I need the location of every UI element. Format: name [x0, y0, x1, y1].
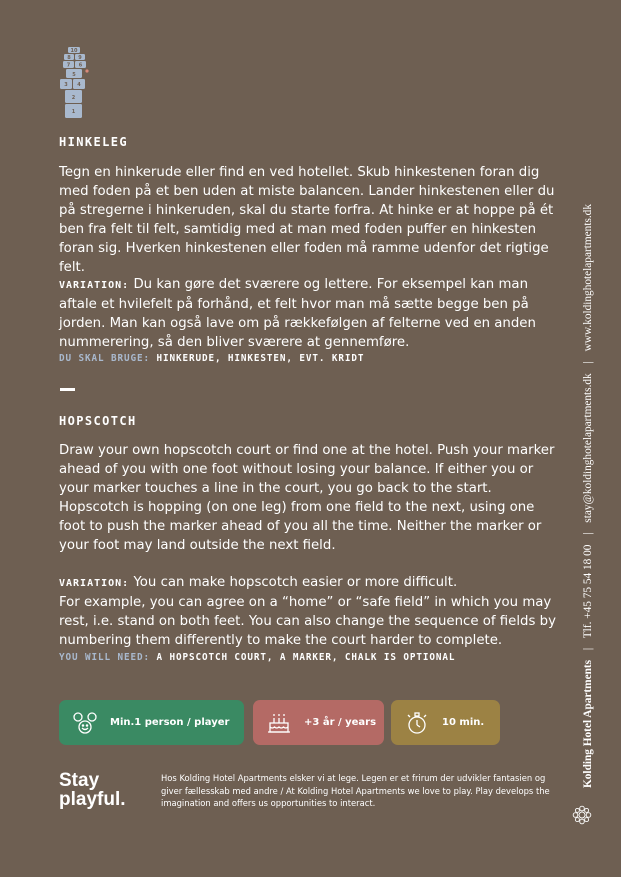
logo-cell: 6	[78, 62, 83, 69]
separator: |	[582, 361, 594, 364]
danish-variation	[59, 275, 559, 352]
english-variation-text: You can make hopscotch easier or more difficult.	[129, 575, 458, 590]
danish-title: HINKELEG	[59, 135, 128, 149]
english-need	[59, 652, 455, 663]
duration-pill	[391, 700, 500, 745]
decorative-ornament-icon	[571, 804, 593, 826]
contact-sidebar	[582, 204, 594, 788]
players-label: Min.1 person / player	[110, 717, 230, 728]
birthday-cake-icon	[266, 710, 292, 736]
danish-need	[59, 353, 364, 364]
website-link[interactable]: www.koldinghotelapartments.dk	[582, 204, 594, 352]
danish-body: Tegn en hinkerude eller find en ved hotellet. Skub hinkestenen foran dig med foden på et ben uden at miste balancen. Lander hinkestenen eller du på stregerne i hinkeruden, skal du starte forfra. At hinke er at hoppe på ét ben fra felt til felt, samtidig med at man med foden puffer en hinkesten foran sig. Hverken hinkestenen eller foden må ramme udenfor det rigtige felt.	[59, 165, 555, 276]
english-variation-text2: For example, you can agree on a “home” or “safe field” in which you may rest, i.e. stand on both feet. You can also change the sequence of fields by numbering them differently to make the court harder to complete.	[59, 595, 556, 649]
section-divider	[60, 388, 75, 391]
english-variation	[59, 573, 559, 650]
danish-variation-label: VARIATION:	[59, 280, 130, 291]
english-variation-label: VARIATION:	[59, 578, 130, 589]
logo-cell: 4	[77, 82, 81, 88]
hopscotch-grid-icon	[58, 46, 92, 120]
duration-label: 10 min.	[442, 717, 485, 728]
logo-cell: 7	[66, 62, 71, 69]
people-icon	[72, 710, 98, 736]
english-need-label: YOU WILL NEED:	[59, 652, 150, 663]
logo-cell: 1	[71, 109, 76, 115]
brand-name: Kolding Hotel Apartments	[582, 659, 594, 788]
danish-variation-text: Du kan gøre det sværere og lettere. For eksempel kan man aftale et hvilefelt på forhånd, et felt hvor man må sætte begge ben på jorden. Man kan også lave om på rækkefølgen af felterne ved en anden nummerering, så den bliver sværere at gennemføre.	[59, 277, 536, 351]
logo-cell: 10	[70, 48, 78, 54]
danish-need-label: DU SKAL BRUGE:	[59, 353, 150, 364]
separator: |	[582, 647, 594, 651]
slogan	[59, 771, 126, 809]
slogan-line-1: Stay	[59, 770, 100, 791]
english-need-value: A HOPSCOTCH COURT, A MARKER, CHALK IS OPTIONAL	[149, 652, 456, 663]
age-label: +3 år / years	[304, 717, 377, 728]
danish-need-value: HINKERUDE, HINKESTEN, EVT. KRIDT	[149, 353, 365, 364]
logo-cell: 9	[78, 55, 82, 61]
english-body: Draw your own hopscotch court or find one at the hotel. Push your marker ahead of you with one foot without losing your balance. If either you or your marker touches a line in the court, you go back to the start. Hopscotch is hopping (on one leg) from one field to the next, using one foot to push the marker ahead of you all the time. Neither the marker or your foot may land outside the next field.	[59, 443, 555, 554]
phone-number[interactable]: Tlf. +45 75 54 18 00	[582, 544, 594, 639]
age-pill	[253, 700, 384, 745]
stopwatch-icon	[404, 710, 430, 736]
logo-cell: 5	[72, 72, 76, 78]
footer-description: Hos Kolding Hotel Apartments elsker vi at lege. Legen er et frirum der udvikler fantasien og giver fællesskab med andre / At Kolding Hotel Apartments we love to play. Play develops the imagination and offers us opportunities to interact.	[161, 773, 550, 808]
separator: |	[582, 532, 594, 535]
logo-cell: 8	[67, 55, 71, 61]
english-title: HOPSCOTCH	[59, 414, 137, 428]
players-pill	[59, 700, 244, 745]
logo-cell: 2	[71, 95, 76, 101]
slogan-line-2: playful.	[59, 789, 126, 810]
email-link[interactable]: stay@koldinghotelapartments.dk	[582, 373, 594, 523]
logo-cell: 3	[64, 82, 68, 88]
